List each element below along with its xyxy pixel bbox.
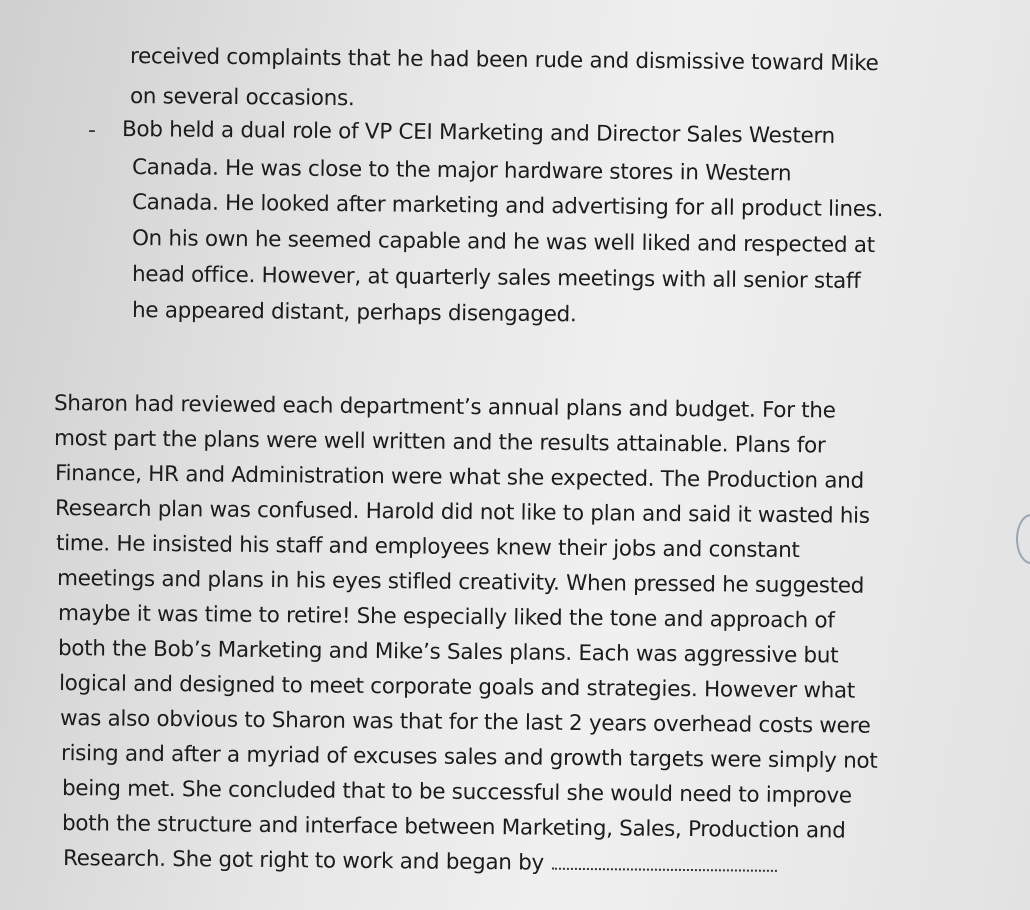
bob-line-1: Bob held a dual role of VP CEI Marketing and Director Sales Western: [121, 117, 836, 149]
bob-line-3: Canada. He looked after marketing and advertising for all product lines.: [131, 190, 884, 223]
paragraph-line-13: both the structure and interface between Marketing, Sales, Production and: [61, 811, 846, 844]
continuation-line-1: received complaints that he had been rude and dismissive toward Mike: [129, 44, 879, 77]
paragraph-line-8: both the Bob’s Marketing and Mike’s Sales plans. Each was aggressive but: [57, 636, 839, 669]
paragraph-line-12: being met. She concluded that to be successful she would need to improve: [61, 776, 852, 809]
paragraph-line-6: meetings and plans in his eyes stifled creativity. When pressed he suggested: [56, 566, 865, 599]
paragraph-line-11: rising and after a myriad of excuses sales and growth targets were simply not: [60, 741, 878, 774]
paragraph-line-9: logical and designed to meet corporate goals and strategies. However what: [58, 671, 856, 704]
edge-arc-icon: [1016, 514, 1030, 564]
paragraph-last-line: [63, 848, 777, 876]
bob-line-4: On his own he seemed capable and he was well liked and respected at: [131, 226, 875, 259]
paragraph-line-3: Finance, HR and Administration were what she expected. The Production and: [54, 461, 865, 494]
paragraph-line-1: Sharon had reviewed each department’s annual plans and budget. For the: [53, 391, 836, 424]
bullet-marker: -: [88, 118, 96, 143]
paragraph-last-line-text: Research. She got right to work and began by: [62, 846, 545, 876]
paragraph-line-2: most part the plans were well written and the results attainable. Plans for: [53, 426, 826, 459]
bob-line-2: Canada. He was close to the major hardware stores in Western: [131, 155, 792, 187]
paragraph-line-5: time. He insisted his staff and employees knew their jobs and constant: [55, 531, 800, 564]
paragraph-line-4: Research plan was confused. Harold did not like to plan and said it wasted his: [54, 496, 870, 529]
bob-line-6: he appeared distant, perhaps disengaged.: [131, 298, 577, 328]
paragraph-line-7: maybe it was time to retire! She especially liked the tone and approach of: [57, 601, 835, 634]
continuation-line-2: on several occasions.: [129, 84, 355, 112]
bob-line-5: head office. However, at quarterly sales meetings with all senior staff: [131, 262, 861, 294]
fill-in-blank: [552, 868, 777, 872]
paragraph-line-10: was also obvious to Sharon was that for the last 2 years overhead costs were: [59, 706, 871, 739]
